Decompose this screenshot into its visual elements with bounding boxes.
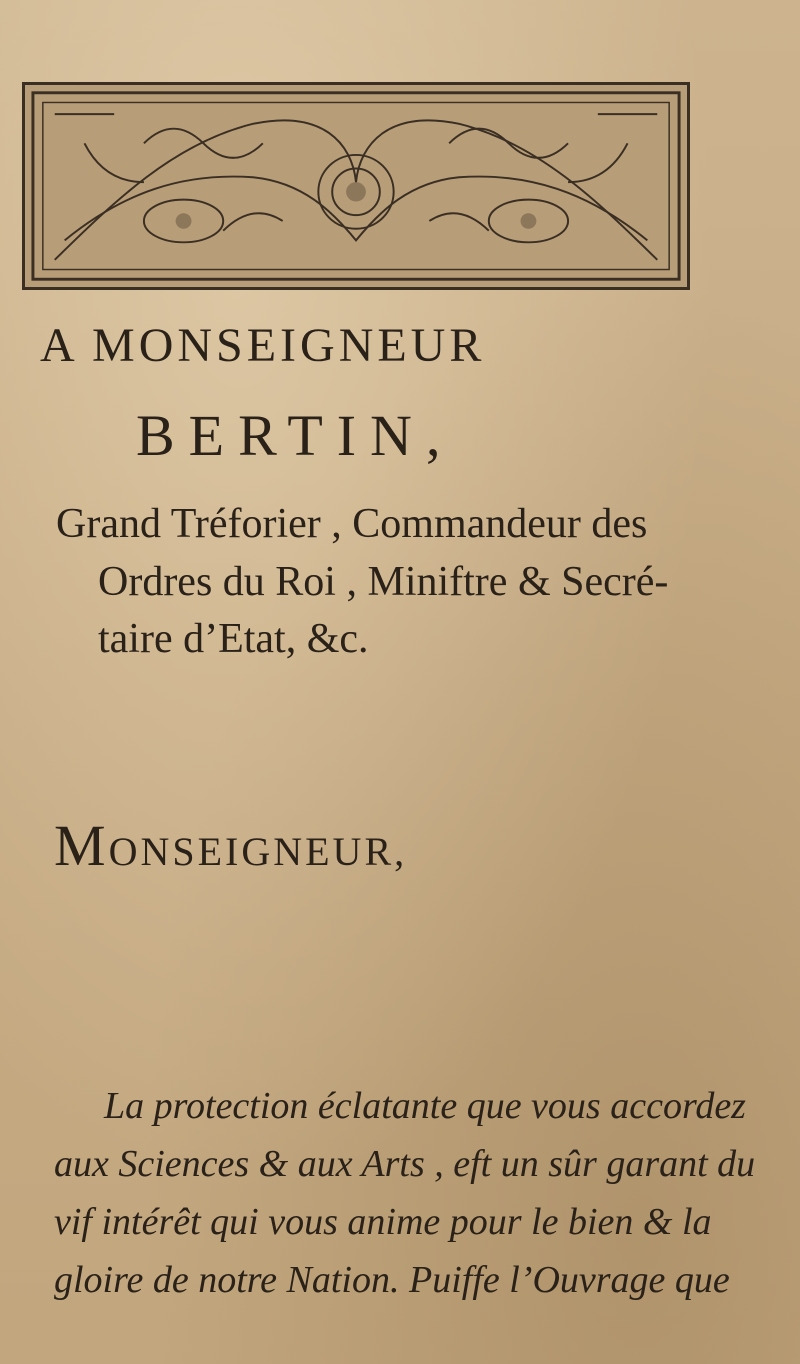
salutation-rest: ONSEIGNEUR,: [108, 829, 408, 874]
salutation-initial: M: [54, 813, 109, 878]
dedication-line-4: Ordres du Roi , Miniftre & Secré-: [98, 559, 669, 605]
body-line-4: gloire de notre Nation. Puiffe l’Ouvrage que: [54, 1259, 730, 1301]
body-line-3: vif intérêt qui vous anime pour le bien & la: [54, 1201, 712, 1243]
dedication-name: BERTIN,: [136, 403, 455, 468]
dedication-line-3: Grand Tréforier , Commandeur des: [56, 501, 648, 547]
salutation: [54, 812, 407, 879]
body-line-1: La protection éclatante que vous accordez: [104, 1085, 746, 1127]
body-line-2: aux Sciences & aux Arts , eft un sûr garant du: [54, 1143, 756, 1185]
ornamental-headpiece-icon: [22, 82, 690, 290]
dedication-line-5: taire d’Etat, &c.: [98, 616, 369, 662]
dedication-line-1: A MONSEIGNEUR: [40, 319, 486, 372]
